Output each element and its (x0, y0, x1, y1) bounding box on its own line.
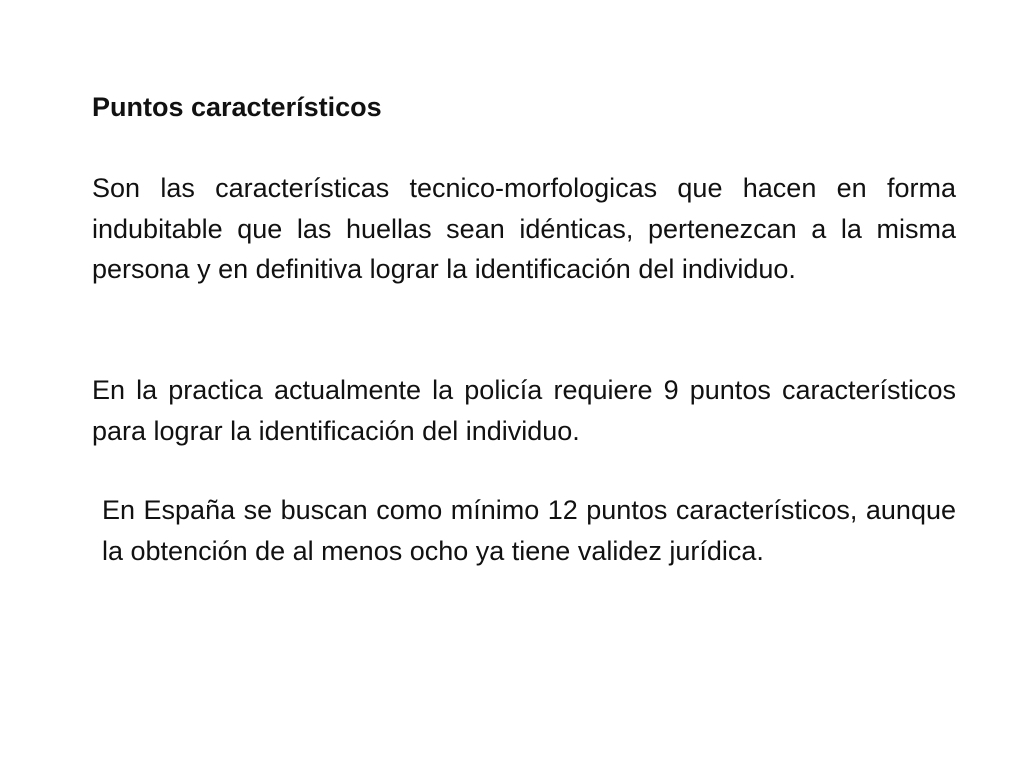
paragraph-spain-requirement: En España se buscan como mínimo 12 puntos característicos, aunque la obtención de al menos ocho ya tiene validez jurídica. (102, 495, 956, 566)
slide-title: Puntos característicos (92, 92, 382, 122)
paragraph-definition: Son las características tecnico-morfologicas que hacen en forma indubitable que las huellas sean idénticas, pertenezcan a la misma persona y en definitiva lograr la identificación del individuo. (92, 173, 956, 284)
paragraph-police-requirement: En la practica actualmente la policía requiere 9 puntos característicos para lograr la identificación del individuo. (92, 375, 956, 446)
